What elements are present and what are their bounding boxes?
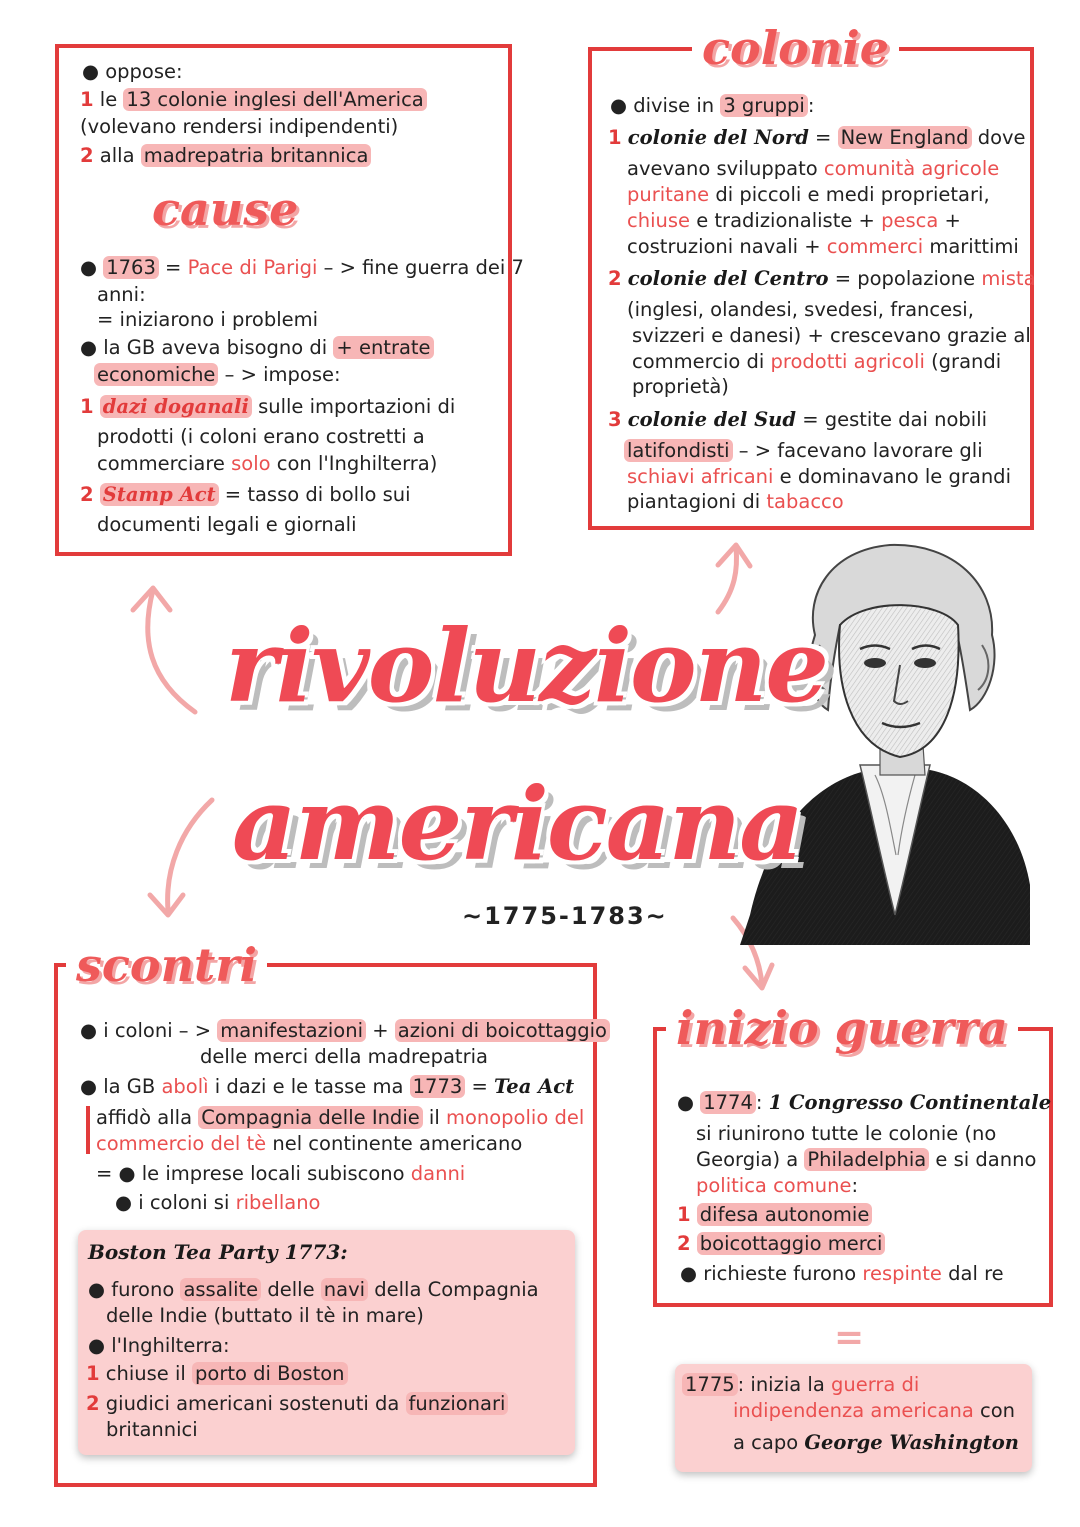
cause-line-8: ● la GB aveva bisogno di + entrate (80, 334, 434, 361)
equals-sign: = (834, 1317, 865, 1358)
scontri-bracket (86, 1106, 90, 1154)
scontri-line-5: commercio del tè nel continente americano (96, 1132, 523, 1155)
scontri-line-7: ● i coloni si ribellano (115, 1191, 321, 1214)
guerra-title: inizio guerra (666, 1000, 1018, 1056)
guerra-line-1: ● 1774 : 1 Congresso Continentale (677, 1091, 1052, 1114)
guerra-line-3: Georgia) a Philadelphia e si danno (696, 1148, 1037, 1171)
cause-line-3: (volevano rendersi indipendenti) (80, 115, 399, 138)
cause-line-5: ● 1763 = Pace di Parigi – > fine guerra dei 7 (80, 256, 524, 279)
colonie-title: colonie (692, 20, 899, 76)
colonie-line-5: chiuse e tradizionaliste + pesca + (627, 209, 961, 232)
cause-line-14: documenti legali e giornali (97, 513, 357, 536)
colonie-line-7: 2 colonie del Centro = popolazione mista (608, 267, 1036, 290)
colonie-line-8: (inglesi, olandesi, svedesi, francesi, (627, 298, 974, 321)
cause-line-7: = iniziarono i problemi (97, 308, 319, 331)
scontri-line-6: = ● le imprese locali subiscono danni (96, 1162, 466, 1185)
cause-line-1: ● oppose: (82, 60, 183, 83)
colonie-line-13: latifondisti – > facevano lavorare gli (624, 437, 983, 464)
cause-line-12: commerciare solo con l'Inghilterra) (97, 452, 438, 475)
tea-line-4: 1 chiuse il porto di Boston (86, 1360, 348, 1387)
cause-line-4: 2 alla madrepatria britannica (80, 142, 371, 169)
guerra-line-5: 1 difesa autonomie (677, 1201, 872, 1228)
main-title-dates: ~1775-1783~ (462, 902, 668, 930)
tea-line-3: ● l'Inghilterra: (88, 1334, 230, 1357)
main-title-line1: rivoluzione (225, 607, 827, 725)
scontri-line-2: delle merci della madrepatria (200, 1045, 488, 1068)
cause-line-11: prodotti (i coloni erano costretti a (97, 425, 425, 448)
guerra-line-7: ● richieste furono respinte dal re (680, 1262, 1004, 1285)
guerra-line-2: si riunirono tutte le colonie (no (696, 1122, 997, 1145)
final-line-3: a capo George Washington (733, 1431, 1019, 1454)
main-title-line2: americana (232, 765, 803, 883)
cause-line-13: 2 Stamp Act = tasso di bollo sui (80, 483, 411, 506)
scontri-line-3: ● la GB abolì i dazi e le tasse ma 1773 = Tea Act (80, 1075, 575, 1098)
guerra-line-4: politica comune: (696, 1174, 859, 1197)
colonie-line-6: costruzioni navali + commerci marittimi (627, 235, 1019, 258)
tea-line-2: delle Indie (buttato il tè in mare) (106, 1304, 424, 1327)
scontri-line-1: ● i coloni – > manifestazioni + azioni di boicottaggio (80, 1017, 610, 1044)
colonie-line-14: schiavi africani e dominavano le grandi (627, 465, 1011, 488)
colonie-line-15: piantagioni di tabacco (627, 490, 844, 513)
cause-line-2: 1 le 13 colonie inglesi dell'America (80, 86, 427, 113)
colonie-line-1: ● divise in 3 gruppi : (610, 94, 815, 117)
colonie-line-9: svizzeri e danesi) + crescevano grazie al (632, 324, 1031, 347)
scontri-title: scontri (66, 937, 267, 993)
cause-line-10: 1 dazi doganali sulle importazioni di (80, 395, 456, 418)
colonie-line-12: 3 colonie del Sud = gestite dai nobili (608, 408, 988, 431)
tea-line-6: britannici (106, 1418, 198, 1441)
final-line-1: 1775 : inizia la guerra di (682, 1371, 919, 1398)
tea-line-5: 2 giudici americani sostenuti da funzionari (86, 1390, 508, 1417)
tea-line-1: ● furono assalite delle navi della Compagnia (88, 1278, 539, 1301)
cause-line-9: economiche – > impose: (94, 361, 341, 388)
cause-line-6: anni: (97, 283, 146, 306)
tea-party-title: Boston Tea Party 1773: (88, 1240, 348, 1264)
colonie-line-10: commercio di prodotti agricoli (grandi (632, 350, 1002, 373)
colonie-line-11: proprietà) (632, 375, 729, 398)
colonie-line-3: avevano sviluppato comunità agricole (627, 157, 1000, 180)
guerra-line-6: 2 boicottaggio merci (677, 1230, 885, 1257)
final-line-2: indipendenza americana con (733, 1399, 1015, 1422)
scontri-line-4: affidò alla Compagnia delle Indie il monopolio del (96, 1106, 585, 1129)
colonie-line-4: puritane di piccoli e medi proprietari, (627, 183, 990, 206)
colonie-line-2: 1 colonie del Nord = New England dove (608, 126, 1026, 149)
cause-title: cause (146, 180, 304, 238)
